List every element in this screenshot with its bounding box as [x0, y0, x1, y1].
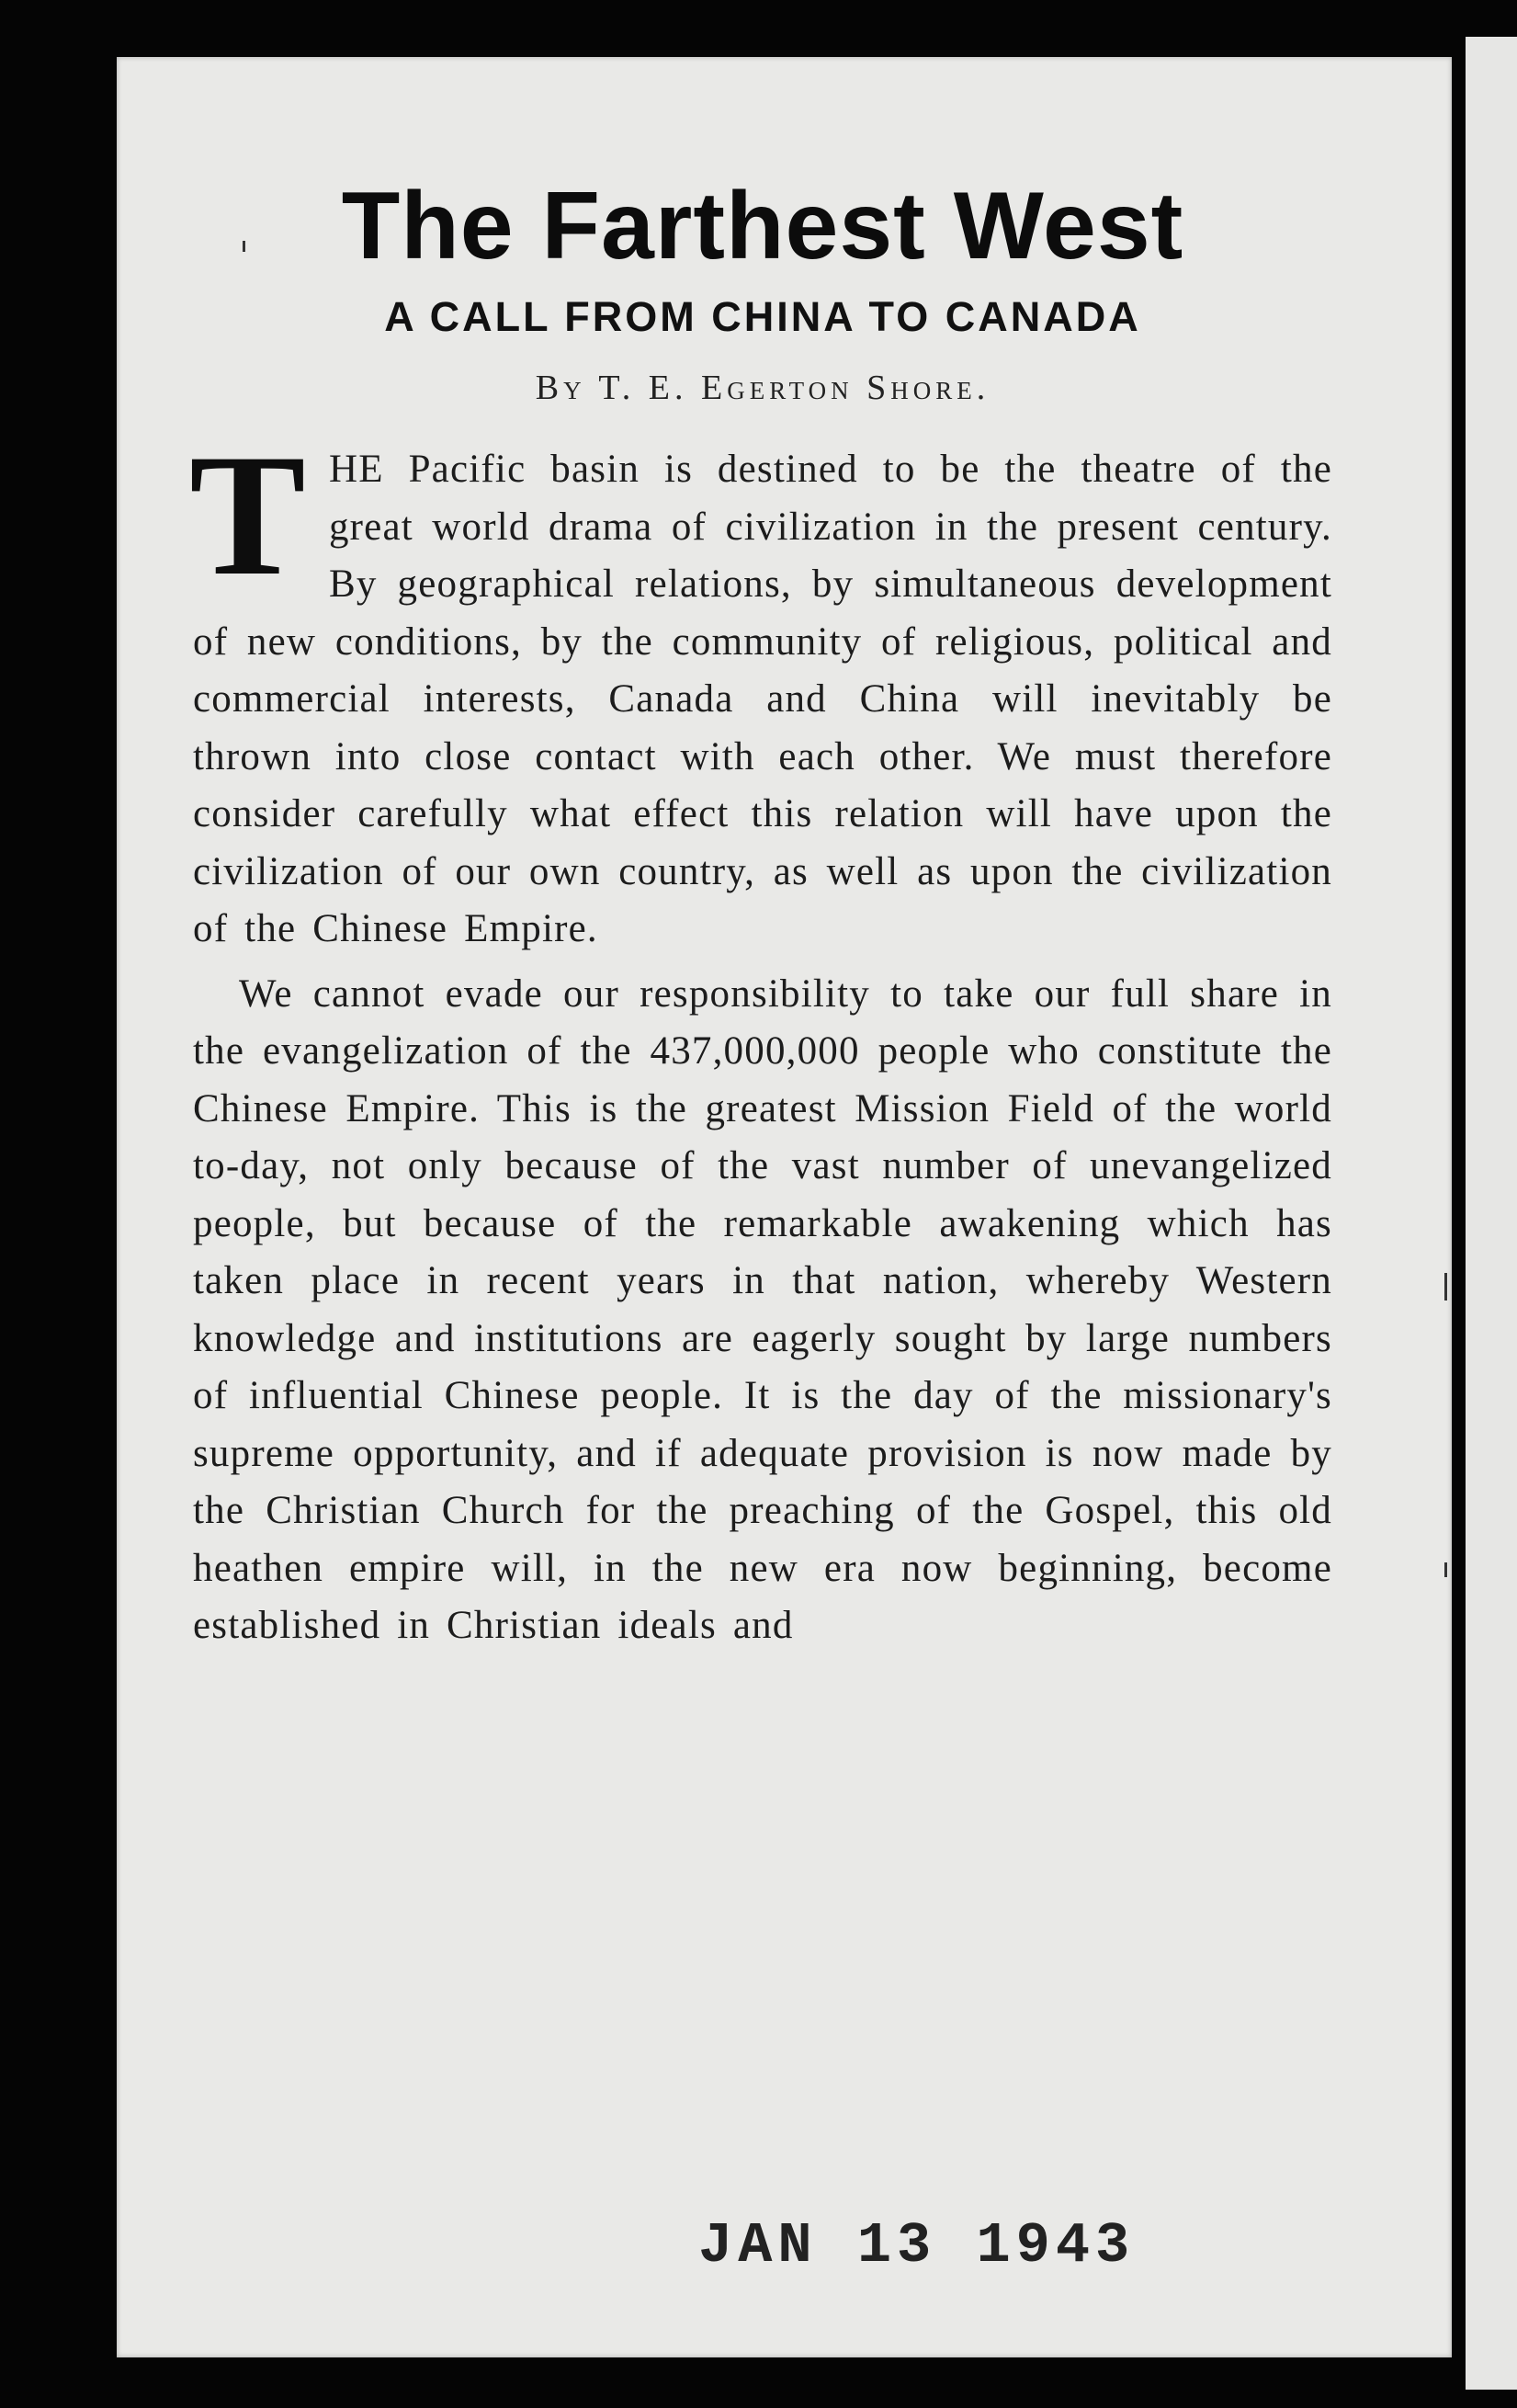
- scan-speck: [1444, 1562, 1447, 1577]
- scan-speck: [243, 241, 245, 252]
- article-subtitle: A CALL FROM CHINA TO CANADA: [384, 293, 1141, 340]
- article-byline: By T. E. Egerton Shore.: [535, 369, 991, 407]
- article-column: [189, 173, 1332, 1655]
- paragraph-1: [189, 419, 1332, 959]
- scan-speck: [1444, 1273, 1447, 1301]
- drop-cap: T: [189, 419, 307, 612]
- date-stamp: JAN 13 1943: [698, 2213, 1136, 2278]
- paragraph-2: We cannot evade our responsibility to take our full share in the evangelization of the 437,000,000 people who constitute the Chinese Empire. This is the greatest Mission Field of the world to-day, not only because of the vast number of unevangelized people, but because of the remarkable awakening which has taken place in recent years in that nation, whereby Western knowledge and institutions are eagerly sought by large numbers of influential Chinese people. It is the day of the missionary's supreme opportunity, and if adequate provision is now made by the Christian Church for the preaching of the Gospel, this old heathen empire will, in the new era now beginning, become established in Christian ideals and: [193, 971, 1332, 1647]
- article-title: The Farthest West: [341, 173, 1184, 279]
- article-body: [189, 419, 1332, 1655]
- adjacent-page-edge: [1466, 37, 1517, 2390]
- paragraph-1-text: HE Pacific basin is destined to be the theatre of the great world drama of civilization in the present century. By geographical relations, by simultaneous development of new conditions, by the community of religious, political and commercial interests, Canada and China will inevitably be thrown into close contact with each other. We must therefore consider carefully what effect this relation will have upon the civilization of our own country, as well as upon the civilization of the Chinese Empire.: [193, 448, 1332, 950]
